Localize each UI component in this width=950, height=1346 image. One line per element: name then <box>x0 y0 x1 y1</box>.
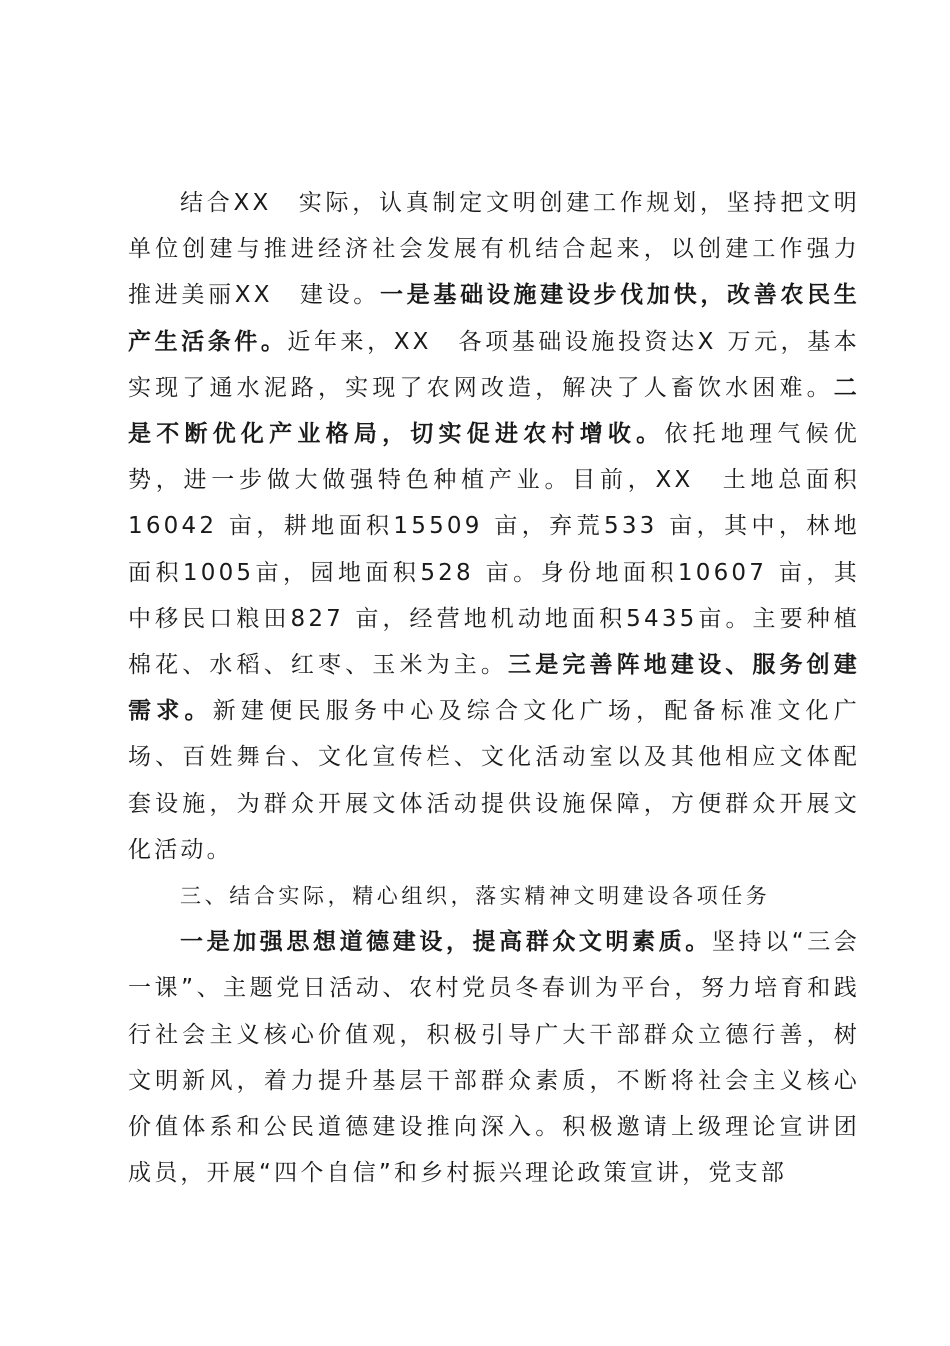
section-heading-three: 三、结合实际，精心组织，落实精神文明建设各项任务 <box>180 884 771 909</box>
paragraph-text: 新建便民服务中心及综合文化广场，配备标准文化广场、百姓舞台、文化宣传栏、文化活动室以及其他相应文体配套设施，为群众开展文体活动提供设施保障，方便群众开展文化活动。 <box>128 698 860 863</box>
bold-point-one: 一是加强思想道德建设，提高群众文明素质。 <box>180 929 712 956</box>
paragraph-moral-construction <box>128 919 860 1196</box>
paragraph-text: 坚持以“三会一课”、主题党日活动、农村党员冬春训为平台，努力培育和践行社会主义核心价值观，积极引导广大干部群众立德行善，树文明新风，着力提升基层干部群众素质，不断将社会主义核心价值体系和公民道德建设推向深入。积极邀请上级理论宣讲团成员，开展“四个自信”和乡村振兴理论政策宣讲，党支部 <box>128 929 860 1187</box>
paragraph-text: 依托地理气候优势，进一步做大做强特色种植产业。目前，XX 土地总面积16042 亩，耕地面积15509 亩，弃荒533 亩，其中，林地面积1005亩，园地面积528 亩。身份地面积10607 亩，其中移民口粮田827 亩，经营地机动地面积5435亩。主要种植棉花、水稻、红枣、玉米为主。 <box>128 421 860 679</box>
paragraph-infrastructure <box>128 180 860 873</box>
bold-point-one: 一是基础设施建设步伐加快，改善农民生产生活条件。 <box>128 282 861 355</box>
document-page <box>128 180 860 1196</box>
paragraph-text: 近年来，XX 各项基础设施投资达X 万元，基本实现了通水泥路，实现了农网改造，解决了人畜饮水困难。 <box>128 328 860 401</box>
bold-point-three: 三是完善阵地建设、服务创建需求。 <box>128 652 860 725</box>
bold-point-two: 二是不断优化产业格局，切实促进农村增收。 <box>128 374 860 448</box>
paragraph-text: 结合XX 实际，认真制定文明创建工作规划，坚持把文明单位创建与推进经济社会发展有机结合起来，以创建工作强力推进美丽XX 建设。 <box>128 190 860 309</box>
